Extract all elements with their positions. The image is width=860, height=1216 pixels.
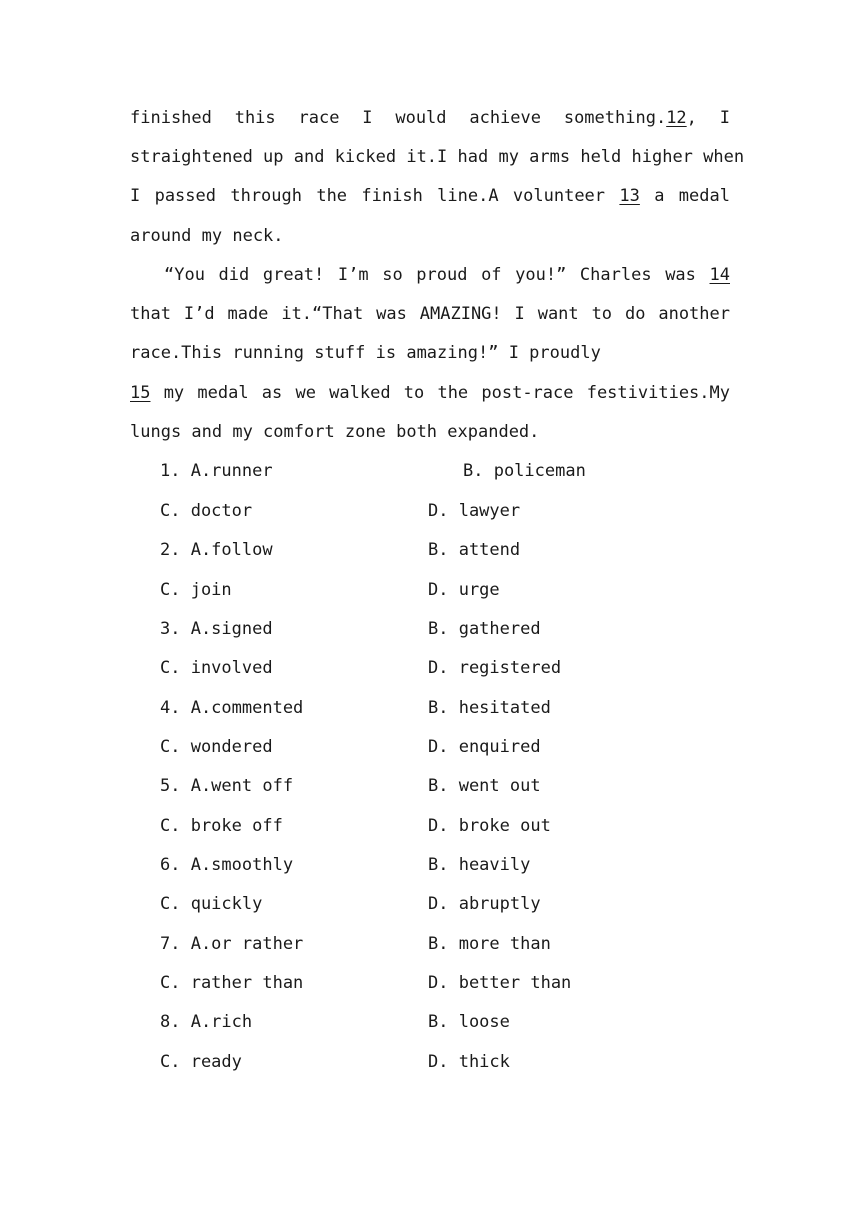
- passage-line: [130, 105, 730, 131]
- passage-text: finished this race I would achieve something.: [130, 108, 667, 128]
- passage-line: race.This running stuff is amazing!” I proudly: [130, 343, 601, 363]
- passage-text: my medal as we walked to the post-race festivities.My: [150, 383, 730, 403]
- passage-text: “You did great! I’m so proud of you!” Charles was: [164, 265, 710, 285]
- option-a: 4. A.commented: [160, 698, 304, 718]
- option-d: D. abruptly: [428, 894, 541, 914]
- passage-line: that I’d made it.“That was AMAZING! I want to do another: [130, 304, 730, 324]
- blank-15: 15: [130, 383, 151, 403]
- passage-line: [130, 380, 730, 406]
- option-c: C. doctor: [160, 501, 253, 521]
- option-b: B. policeman: [463, 461, 586, 481]
- option-a: 1. A.runner: [160, 461, 273, 481]
- option-c: C. quickly: [160, 894, 263, 914]
- option-d: D. thick: [428, 1052, 510, 1072]
- passage-line: [164, 262, 730, 288]
- option-d: D. lawyer: [428, 501, 521, 521]
- option-a: 8. A.rich: [160, 1012, 253, 1032]
- option-d: D. registered: [428, 658, 562, 678]
- option-b: B. gathered: [428, 619, 541, 639]
- blank-14: 14: [709, 265, 730, 285]
- option-c: C. involved: [160, 658, 273, 678]
- passage-line: lungs and my comfort zone both expanded.: [130, 422, 540, 442]
- passage-text: a medal: [639, 186, 730, 206]
- passage-text: , I: [686, 108, 730, 128]
- option-d: D. better than: [428, 973, 572, 993]
- option-b: B. loose: [428, 1012, 510, 1032]
- option-b: B. attend: [428, 540, 521, 560]
- option-b: B. hesitated: [428, 698, 551, 718]
- passage-text: I passed through the finish line.A volunteer: [130, 186, 620, 206]
- option-c: C. ready: [160, 1052, 242, 1072]
- option-a: 5. A.went off: [160, 776, 294, 796]
- passage-line: straightened up and kicked it.I had my arms held higher when: [130, 147, 745, 167]
- option-b: B. heavily: [428, 855, 531, 875]
- option-a: 2. A.follow: [160, 540, 273, 560]
- passage-line: around my neck.: [130, 226, 284, 246]
- option-a: 6. A.smoothly: [160, 855, 294, 875]
- blank-13: 13: [619, 186, 640, 206]
- option-a: 7. A.or rather: [160, 934, 304, 954]
- passage-line: [130, 183, 730, 209]
- option-d: D. enquired: [428, 737, 541, 757]
- option-b: B. went out: [428, 776, 541, 796]
- option-a: 3. A.signed: [160, 619, 273, 639]
- option-c: C. join: [160, 580, 232, 600]
- option-d: D. broke out: [428, 816, 551, 836]
- option-c: C. broke off: [160, 816, 283, 836]
- option-b: B. more than: [428, 934, 551, 954]
- option-c: C. wondered: [160, 737, 273, 757]
- option-c: C. rather than: [160, 973, 304, 993]
- option-d: D. urge: [428, 580, 500, 600]
- blank-12: 12: [666, 108, 687, 128]
